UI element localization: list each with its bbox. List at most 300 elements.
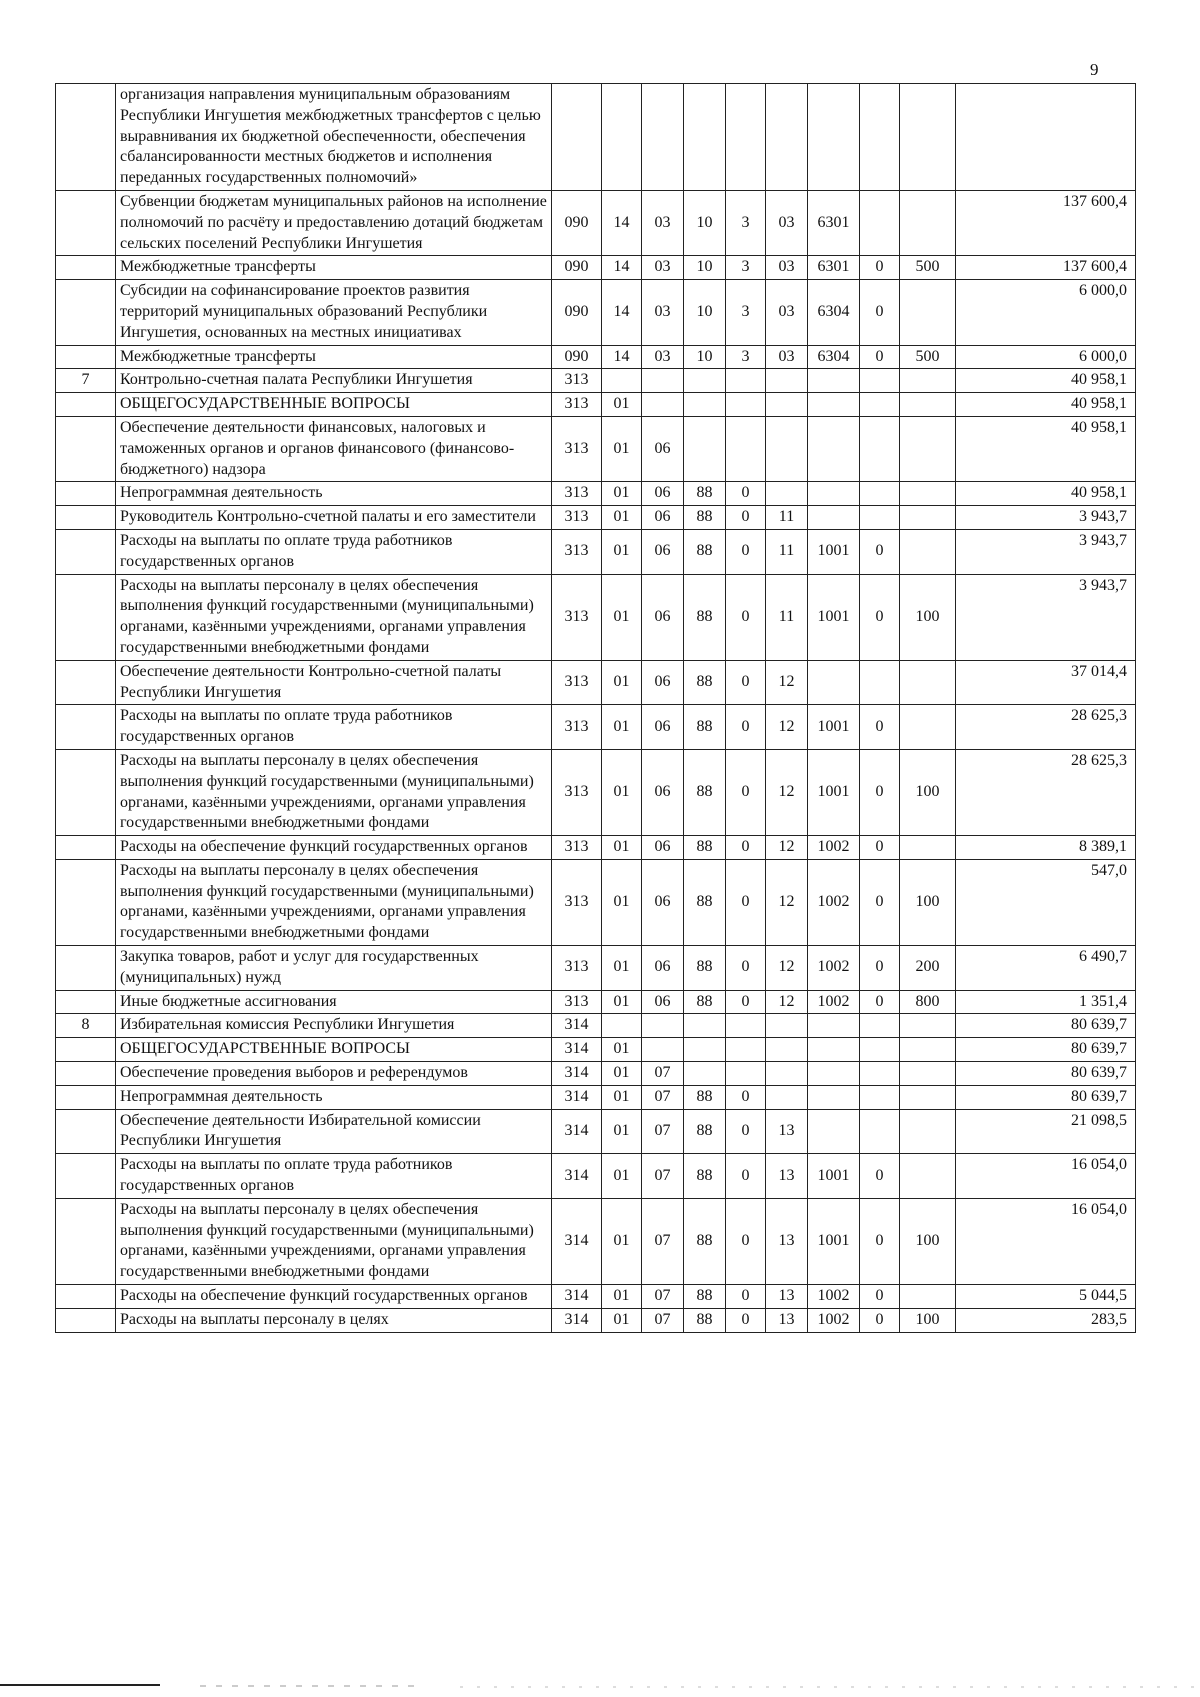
code-cell-c6: [766, 1014, 808, 1038]
code-cell-c6: [766, 369, 808, 393]
code-cell-c8: 0: [860, 256, 900, 280]
row-name: Расходы на выплаты персоналу в целях обеспечения выполнения функций государственными (муниципальными) органами, казёнными учреждениями, органами управления государственными внебюджетными фондами: [116, 749, 552, 835]
code-cell-c6: [766, 416, 808, 481]
code-cell-c5: 0: [726, 660, 766, 705]
code-cell-c1: 313: [552, 660, 602, 705]
code-cell-c6: 12: [766, 749, 808, 835]
code-cell-c2: 01: [602, 506, 642, 530]
code-cell-c7: 6304: [808, 280, 860, 345]
code-cell-c7: [808, 660, 860, 705]
row-amount: 6 490,7: [956, 946, 1136, 991]
table-row: [56, 1085, 1136, 1109]
code-cell-c9: [900, 705, 956, 750]
code-cell-c2: 01: [602, 749, 642, 835]
code-cell-c2: 01: [602, 660, 642, 705]
code-cell-c3: [642, 393, 684, 417]
row-index: 8: [56, 1014, 116, 1038]
budget-table: [55, 83, 1136, 1333]
row-index: [56, 1109, 116, 1154]
code-cell-c3: 07: [642, 1198, 684, 1284]
code-cell-c3: 06: [642, 660, 684, 705]
row-name: ОБЩЕГОСУДАРСТВЕННЫЕ ВОПРОСЫ: [116, 1038, 552, 1062]
code-cell-c8: 0: [860, 1285, 900, 1309]
code-cell-c8: [860, 482, 900, 506]
code-cell-c3: 06: [642, 946, 684, 991]
code-cell-c7: 1002: [808, 836, 860, 860]
code-cell-c1: 313: [552, 946, 602, 991]
code-cell-c3: 06: [642, 859, 684, 945]
row-index: [56, 705, 116, 750]
code-cell-c5: 3: [726, 190, 766, 255]
code-cell-c6: [766, 393, 808, 417]
row-index: [56, 280, 116, 345]
table-body: [56, 84, 1136, 1333]
row-amount: 5 044,5: [956, 1285, 1136, 1309]
code-cell-c2: 01: [602, 1038, 642, 1062]
code-cell-c3: 03: [642, 190, 684, 255]
code-cell-c4: 10: [684, 280, 726, 345]
code-cell-c1: 313: [552, 836, 602, 860]
code-cell-c5: 0: [726, 482, 766, 506]
code-cell-c6: 03: [766, 190, 808, 255]
code-cell-c7: [808, 1062, 860, 1086]
code-cell-c8: [860, 1062, 900, 1086]
code-cell-c5: 3: [726, 280, 766, 345]
code-cell-c7: 1001: [808, 574, 860, 660]
code-cell-c7: 1001: [808, 1154, 860, 1199]
code-cell-c3: 06: [642, 749, 684, 835]
code-cell-c3: 07: [642, 1308, 684, 1332]
code-cell-c8: [860, 393, 900, 417]
code-cell-c1: 090: [552, 190, 602, 255]
table-row: [56, 1038, 1136, 1062]
row-name: Межбюджетные трансферты: [116, 345, 552, 369]
code-cell-c4: 88: [684, 859, 726, 945]
code-cell-c6: 03: [766, 256, 808, 280]
code-cell-c3: 07: [642, 1109, 684, 1154]
code-cell-c6: 13: [766, 1109, 808, 1154]
code-cell-c1: 314: [552, 1109, 602, 1154]
code-cell-c1: 090: [552, 345, 602, 369]
code-cell-c3: 07: [642, 1085, 684, 1109]
table-row: [56, 1308, 1136, 1332]
code-cell-c6: 13: [766, 1154, 808, 1199]
code-cell-c3: 06: [642, 705, 684, 750]
code-cell-c4: [684, 84, 726, 191]
code-cell-c4: 88: [684, 1154, 726, 1199]
code-cell-c3: 06: [642, 574, 684, 660]
code-cell-c7: 1002: [808, 990, 860, 1014]
code-cell-c8: 0: [860, 946, 900, 991]
code-cell-c5: 0: [726, 506, 766, 530]
table-row: [56, 190, 1136, 255]
code-cell-c9: [900, 1014, 956, 1038]
code-cell-c3: 03: [642, 345, 684, 369]
code-cell-c6: [766, 1062, 808, 1086]
code-cell-c4: 88: [684, 990, 726, 1014]
row-amount: 28 625,3: [956, 705, 1136, 750]
code-cell-c8: [860, 369, 900, 393]
row-index: [56, 1285, 116, 1309]
row-amount: 37 014,4: [956, 660, 1136, 705]
code-cell-c8: [860, 506, 900, 530]
code-cell-c4: 10: [684, 256, 726, 280]
code-cell-c7: [808, 393, 860, 417]
row-index: [56, 506, 116, 530]
code-cell-c7: 1002: [808, 859, 860, 945]
code-cell-c5: 3: [726, 345, 766, 369]
code-cell-c4: 10: [684, 190, 726, 255]
code-cell-c2: 01: [602, 1308, 642, 1332]
row-name: Межбюджетные трансферты: [116, 256, 552, 280]
code-cell-c3: 03: [642, 280, 684, 345]
code-cell-c5: [726, 1038, 766, 1062]
code-cell-c2: 01: [602, 529, 642, 574]
code-cell-c5: 0: [726, 529, 766, 574]
code-cell-c1: 314: [552, 1198, 602, 1284]
table-row: [56, 416, 1136, 481]
code-cell-c8: 0: [860, 574, 900, 660]
code-cell-c1: 314: [552, 1154, 602, 1199]
table-row: [56, 256, 1136, 280]
table-row: [56, 84, 1136, 191]
code-cell-c6: 12: [766, 836, 808, 860]
code-cell-c2: 01: [602, 1154, 642, 1199]
code-cell-c1: 313: [552, 859, 602, 945]
code-cell-c5: 0: [726, 705, 766, 750]
code-cell-c6: 11: [766, 506, 808, 530]
code-cell-c8: 0: [860, 345, 900, 369]
code-cell-c1: 313: [552, 529, 602, 574]
code-cell-c9: [900, 1085, 956, 1109]
code-cell-c7: 6301: [808, 190, 860, 255]
table-row: [56, 1198, 1136, 1284]
row-amount: 137 600,4: [956, 190, 1136, 255]
code-cell-c4: 88: [684, 705, 726, 750]
code-cell-c5: 0: [726, 946, 766, 991]
code-cell-c8: [860, 1109, 900, 1154]
row-amount: 80 639,7: [956, 1062, 1136, 1086]
row-amount: [956, 84, 1136, 191]
row-amount: 547,0: [956, 859, 1136, 945]
code-cell-c5: [726, 1014, 766, 1038]
code-cell-c4: 88: [684, 1198, 726, 1284]
code-cell-c5: 0: [726, 1285, 766, 1309]
code-cell-c2: 01: [602, 1198, 642, 1284]
code-cell-c1: 313: [552, 482, 602, 506]
table-row: [56, 859, 1136, 945]
row-index: 7: [56, 369, 116, 393]
code-cell-c8: 0: [860, 705, 900, 750]
code-cell-c5: 0: [726, 1109, 766, 1154]
code-cell-c4: [684, 416, 726, 481]
code-cell-c2: 01: [602, 416, 642, 481]
code-cell-c6: [766, 1085, 808, 1109]
code-cell-c7: [808, 1014, 860, 1038]
code-cell-c7: [808, 1085, 860, 1109]
code-cell-c5: 0: [726, 1308, 766, 1332]
table-row: [56, 990, 1136, 1014]
row-amount: 137 600,4: [956, 256, 1136, 280]
row-amount: 16 054,0: [956, 1198, 1136, 1284]
code-cell-c7: [808, 1038, 860, 1062]
code-cell-c1: 314: [552, 1085, 602, 1109]
row-index: [56, 1154, 116, 1199]
code-cell-c7: [808, 506, 860, 530]
code-cell-c2: 01: [602, 574, 642, 660]
code-cell-c8: [860, 1038, 900, 1062]
code-cell-c3: [642, 1038, 684, 1062]
code-cell-c1: 314: [552, 1014, 602, 1038]
code-cell-c2: 01: [602, 482, 642, 506]
code-cell-c1: 313: [552, 369, 602, 393]
code-cell-c9: [900, 416, 956, 481]
code-cell-c4: [684, 393, 726, 417]
row-amount: 28 625,3: [956, 749, 1136, 835]
code-cell-c6: 12: [766, 946, 808, 991]
code-cell-c8: 0: [860, 749, 900, 835]
code-cell-c3: 03: [642, 256, 684, 280]
code-cell-c1: 313: [552, 705, 602, 750]
code-cell-c3: 07: [642, 1062, 684, 1086]
row-index: [56, 256, 116, 280]
code-cell-c3: 07: [642, 1154, 684, 1199]
code-cell-c1: 313: [552, 574, 602, 660]
code-cell-c5: 0: [726, 574, 766, 660]
table-row: [56, 749, 1136, 835]
code-cell-c2: 01: [602, 946, 642, 991]
code-cell-c6: 03: [766, 345, 808, 369]
row-name: Субвенции бюджетам муниципальных районов на исполнение полномочий по расчёту и предоставлению дотаций бюджетам сельских поселений Республики Ингушетия: [116, 190, 552, 255]
code-cell-c5: [726, 369, 766, 393]
code-cell-c9: [900, 190, 956, 255]
row-name: Расходы на выплаты по оплате труда работников государственных органов: [116, 529, 552, 574]
code-cell-c9: 100: [900, 574, 956, 660]
code-cell-c8: 0: [860, 529, 900, 574]
code-cell-c3: 06: [642, 482, 684, 506]
code-cell-c2: [602, 1014, 642, 1038]
code-cell-c4: 88: [684, 482, 726, 506]
code-cell-c4: 10: [684, 345, 726, 369]
code-cell-c8: 0: [860, 859, 900, 945]
row-name: Расходы на выплаты персоналу в целях обеспечения выполнения функций государственными (муниципальными) органами, казёнными учреждениями, органами управления государственными внебюджетными фондами: [116, 859, 552, 945]
code-cell-c2: 01: [602, 836, 642, 860]
row-name: Обеспечение деятельности Контрольно-счетной палаты Республики Ингушетия: [116, 660, 552, 705]
row-amount: 283,5: [956, 1308, 1136, 1332]
code-cell-c5: 0: [726, 990, 766, 1014]
code-cell-c9: [900, 1038, 956, 1062]
row-name: Расходы на выплаты персоналу в целях обеспечения выполнения функций государственными (муниципальными) органами, казёнными учреждениями, органами управления государственными внебюджетными фондами: [116, 574, 552, 660]
code-cell-c2: 01: [602, 705, 642, 750]
code-cell-c1: 090: [552, 280, 602, 345]
table-row: [56, 482, 1136, 506]
row-name: Расходы на выплаты по оплате труда работников государственных органов: [116, 705, 552, 750]
code-cell-c2: 14: [602, 280, 642, 345]
code-cell-c2: 14: [602, 256, 642, 280]
code-cell-c8: [860, 416, 900, 481]
code-cell-c6: 12: [766, 705, 808, 750]
code-cell-c4: 88: [684, 1085, 726, 1109]
code-cell-c8: 0: [860, 1154, 900, 1199]
code-cell-c5: [726, 416, 766, 481]
code-cell-c7: 6301: [808, 256, 860, 280]
table-row: [56, 946, 1136, 991]
code-cell-c8: 0: [860, 280, 900, 345]
row-index: [56, 1062, 116, 1086]
code-cell-c7: 1002: [808, 946, 860, 991]
table-row: [56, 506, 1136, 530]
code-cell-c6: 11: [766, 574, 808, 660]
code-cell-c8: 0: [860, 836, 900, 860]
code-cell-c9: [900, 84, 956, 191]
table-row: [56, 393, 1136, 417]
code-cell-c6: 12: [766, 859, 808, 945]
row-index: [56, 990, 116, 1014]
row-name: ОБЩЕГОСУДАРСТВЕННЫЕ ВОПРОСЫ: [116, 393, 552, 417]
code-cell-c9: [900, 280, 956, 345]
table-row: [56, 529, 1136, 574]
row-amount: 3 943,7: [956, 574, 1136, 660]
code-cell-c1: 314: [552, 1308, 602, 1332]
row-name: Обеспечение проведения выборов и референдумов: [116, 1062, 552, 1086]
row-name: Непрограммная деятельность: [116, 482, 552, 506]
row-index: [56, 749, 116, 835]
row-name: Контрольно-счетная палата Республики Ингушетия: [116, 369, 552, 393]
code-cell-c9: 100: [900, 749, 956, 835]
row-amount: 8 389,1: [956, 836, 1136, 860]
code-cell-c4: 88: [684, 660, 726, 705]
code-cell-c1: 314: [552, 1038, 602, 1062]
code-cell-c8: [860, 84, 900, 191]
code-cell-c4: [684, 369, 726, 393]
row-index: [56, 190, 116, 255]
table-row: [56, 1285, 1136, 1309]
code-cell-c4: 88: [684, 574, 726, 660]
row-index: [56, 1038, 116, 1062]
code-cell-c9: 500: [900, 345, 956, 369]
table-row: [56, 1154, 1136, 1199]
code-cell-c4: 88: [684, 506, 726, 530]
code-cell-c3: [642, 1014, 684, 1038]
code-cell-c5: 0: [726, 1085, 766, 1109]
row-name: Расходы на выплаты персоналу в целях обеспечения выполнения функций государственными (муниципальными) органами, казёнными учреждениями, органами управления государственными внебюджетными фондами: [116, 1198, 552, 1284]
code-cell-c6: 12: [766, 990, 808, 1014]
code-cell-c8: 0: [860, 990, 900, 1014]
code-cell-c7: [808, 416, 860, 481]
row-name: Избирательная комиссия Республики Ингушетия: [116, 1014, 552, 1038]
code-cell-c6: 11: [766, 529, 808, 574]
row-amount: 40 958,1: [956, 416, 1136, 481]
row-name: Расходы на обеспечение функций государственных органов: [116, 1285, 552, 1309]
code-cell-c6: [766, 84, 808, 191]
code-cell-c7: 1002: [808, 1285, 860, 1309]
code-cell-c4: 88: [684, 1308, 726, 1332]
code-cell-c9: [900, 482, 956, 506]
code-cell-c4: [684, 1038, 726, 1062]
code-cell-c3: 07: [642, 1285, 684, 1309]
table-row: [56, 574, 1136, 660]
row-index: [56, 574, 116, 660]
code-cell-c2: 01: [602, 393, 642, 417]
row-index: [56, 345, 116, 369]
row-amount: 6 000,0: [956, 345, 1136, 369]
code-cell-c6: 13: [766, 1308, 808, 1332]
row-amount: 80 639,7: [956, 1038, 1136, 1062]
code-cell-c6: 12: [766, 660, 808, 705]
code-cell-c1: 314: [552, 1062, 602, 1086]
page-number: 9: [1090, 60, 1099, 79]
row-amount: 40 958,1: [956, 369, 1136, 393]
row-name: Субсидии на софинансирование проектов развития территорий муниципальных образований Республики Ингушетия, основанных на местных инициативах: [116, 280, 552, 345]
row-amount: 6 000,0: [956, 280, 1136, 345]
code-cell-c2: 01: [602, 1085, 642, 1109]
code-cell-c6: 13: [766, 1198, 808, 1284]
row-index: [56, 529, 116, 574]
code-cell-c9: [900, 1285, 956, 1309]
code-cell-c2: 01: [602, 859, 642, 945]
table-row: [56, 280, 1136, 345]
code-cell-c5: 0: [726, 1198, 766, 1284]
code-cell-c9: [900, 836, 956, 860]
row-index: [56, 416, 116, 481]
code-cell-c9: 800: [900, 990, 956, 1014]
code-cell-c9: 200: [900, 946, 956, 991]
code-cell-c5: [726, 393, 766, 417]
code-cell-c1: 313: [552, 749, 602, 835]
code-cell-c3: 06: [642, 529, 684, 574]
code-cell-c2: [602, 369, 642, 393]
code-cell-c5: 0: [726, 859, 766, 945]
code-cell-c2: 01: [602, 1285, 642, 1309]
row-amount: 40 958,1: [956, 482, 1136, 506]
code-cell-c7: 1001: [808, 529, 860, 574]
row-name: Обеспечение деятельности финансовых, налоговых и таможенных органов и органов финансового (финансово-бюджетного) надзора: [116, 416, 552, 481]
table-row: [56, 660, 1136, 705]
code-cell-c1: 313: [552, 506, 602, 530]
row-name: Непрограммная деятельность: [116, 1085, 552, 1109]
code-cell-c3: 06: [642, 836, 684, 860]
code-cell-c7: 1001: [808, 705, 860, 750]
code-cell-c3: 06: [642, 416, 684, 481]
code-cell-c4: 88: [684, 749, 726, 835]
code-cell-c8: 0: [860, 1308, 900, 1332]
code-cell-c1: 313: [552, 393, 602, 417]
code-cell-c5: [726, 1062, 766, 1086]
code-cell-c3: [642, 84, 684, 191]
row-index: [56, 946, 116, 991]
code-cell-c1: 313: [552, 990, 602, 1014]
code-cell-c3: 06: [642, 990, 684, 1014]
code-cell-c9: 100: [900, 859, 956, 945]
code-cell-c3: [642, 369, 684, 393]
row-index: [56, 1198, 116, 1284]
code-cell-c1: [552, 84, 602, 191]
code-cell-c4: [684, 1014, 726, 1038]
code-cell-c2: 01: [602, 990, 642, 1014]
row-index: [56, 1085, 116, 1109]
code-cell-c4: 88: [684, 1109, 726, 1154]
code-cell-c6: 13: [766, 1285, 808, 1309]
row-index: [56, 836, 116, 860]
code-cell-c1: 313: [552, 416, 602, 481]
row-index: [56, 1308, 116, 1332]
row-amount: 3 943,7: [956, 529, 1136, 574]
row-name: Руководитель Контрольно-счетной палаты и его заместители: [116, 506, 552, 530]
row-amount: 1 351,4: [956, 990, 1136, 1014]
code-cell-c4: [684, 1062, 726, 1086]
row-index: [56, 393, 116, 417]
code-cell-c2: 01: [602, 1109, 642, 1154]
